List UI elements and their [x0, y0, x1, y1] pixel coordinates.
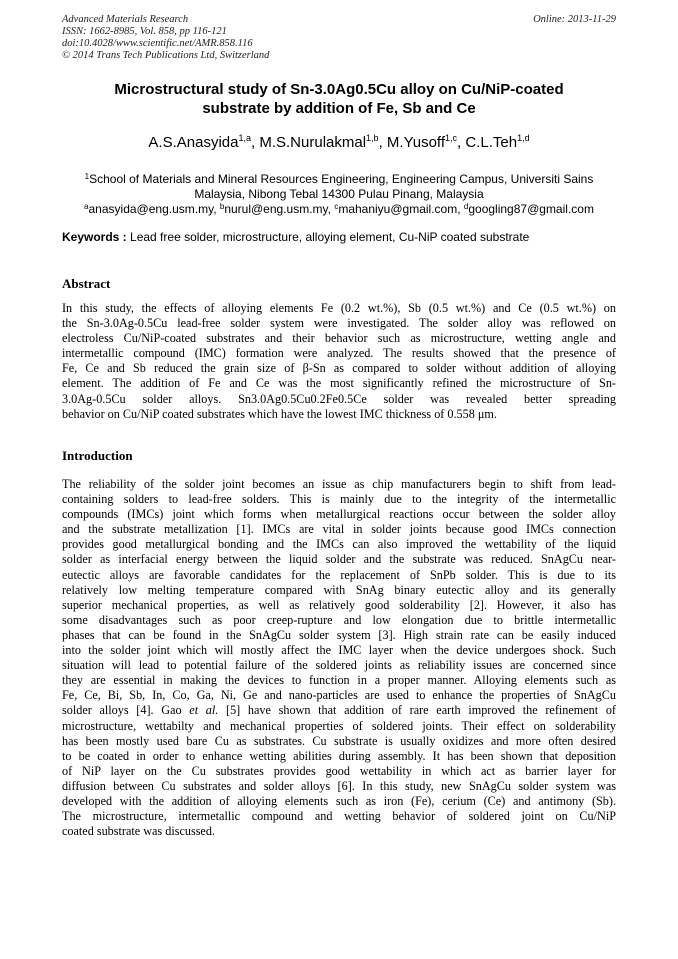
introduction-line: superior mechanical properties, as well as relatively good solderability [2]. However, it also has	[62, 597, 616, 612]
introduction-line: of NiP layer on the Cu substrates provides good wettability in which act as barrier layer for	[62, 763, 616, 778]
email-separator: ,	[213, 202, 220, 216]
introduction-line: microstructure, wettabilty and mechanical properties of soldered joints. Their effect on solderability	[62, 718, 616, 733]
introduction-line: coated substrate was discussed.	[62, 824, 215, 839]
affiliation-marker: 1	[84, 172, 90, 181]
affiliation-line-2: Malaysia, Nibong Tebal 14300 Pulau Pinang, Malaysia	[194, 187, 484, 201]
introduction-line: The reliability of the solder joint becomes an issue as chip manufacturers begin to shift from lead-	[62, 477, 616, 491]
title-line-2: substrate by addition of Fe, Sb and Ce	[202, 100, 476, 117]
abstract-line: behavior on Cu/NiP coated substrates which have the lowest IMC thickness of 0.558 μm.	[62, 406, 497, 421]
journal-name: Advanced Materials Research	[62, 14, 189, 25]
email-list	[62, 202, 616, 217]
paper-title	[62, 80, 616, 118]
introduction-line: some disadvantages such as poor creep-rupture and low elongation due to brittle intermetallic	[62, 612, 616, 627]
author-name: C.L.Teh	[465, 134, 518, 151]
introduction-line: Fe, Ce, Bi, Sb, In, Co, Ga, Ni, Ge and nano-particles are used to enhance the properties of SnAgCu	[62, 688, 616, 703]
issn: ISSN: 1662-8985, Vol. 858, pp 116-121	[62, 26, 227, 37]
email-marker: b	[219, 202, 225, 211]
introduction-line: eutectic alloys are favorable candidates for the replacement of SnPb solder. This is due to its	[62, 567, 616, 582]
abstract-line: 3.0Ag-0.5Cu solder alloys. Sn3.0Ag0.5Cu0.2Fe0.5Ce solder was revealed better spreading	[62, 391, 616, 406]
affiliation	[62, 172, 616, 217]
abstract-line: In this study, the effects of alloying elements Fe (0.2 wt.%), Sb (0.5 wt.%) and Ce (0.5 wt.%) on	[62, 301, 616, 315]
title-line-1: Microstructural study of Sn-3.0Ag0.5Cu alloy on Cu/NiP-coated	[114, 81, 564, 98]
italic-text: et al.	[189, 703, 219, 718]
keywords-label: Keywords :	[62, 230, 127, 244]
introduction-line: situation will lead to potential failure of the soldered joints as reliability issues are concerned since	[62, 658, 616, 673]
author-list	[62, 134, 616, 152]
introduction-line: solder as interfacial energy between the liquid solder and the substrate was reduced. SnAgCu near-	[62, 552, 616, 567]
introduction-line: and the substrate metallization [1]. IMCs are vital in solder joints because good IMCs connection	[62, 522, 616, 537]
doi: doi:10.4028/www.scientific.net/AMR.858.116	[62, 38, 253, 49]
introduction-body	[62, 477, 616, 839]
author-separator: ,	[378, 134, 387, 151]
email-marker: c	[334, 202, 339, 211]
email-address: googling87@gmail.com	[468, 202, 594, 216]
email-separator: ,	[327, 202, 335, 216]
author-affiliation-marker: 1,a	[238, 133, 251, 143]
introduction-line: phases that can be found in the SnAgCu solder system [3]. High strain rate can be easily induced	[62, 627, 616, 642]
author-name: M.Yusoff	[386, 134, 445, 151]
introduction-line: solder alloys [4]. Gao et al. [5] have shown that addition of rare earth improved the refinement of	[62, 703, 616, 718]
abstract-line: electroless Cu/NiP-coated substrates and their behavior such as microstructure, wetting angle and	[62, 331, 616, 346]
abstract-body	[62, 301, 616, 422]
introduction-line: into the solder joint which will mostly affect the IMC layer when the device undergoes shock. Such	[62, 643, 616, 658]
author-name: A.S.Anasyida	[148, 134, 239, 151]
abstract-heading: Abstract	[62, 276, 111, 291]
introduction-line: diffusion between Cu substrates and solder alloys [6]. In this study, new SnAgCu solder system was	[62, 778, 616, 793]
introduction-line: relatively low melting temperature compared with SnAg binary eutectic alloy and its generally	[62, 582, 616, 597]
abstract-line: the Sn-3.0Ag-0.5Cu lead-free solder system were investigated. The solder alloy was reflowed on	[62, 316, 616, 331]
keywords	[62, 230, 616, 245]
email-address: nurul@eng.usm.my	[224, 202, 328, 216]
affiliation-line-1	[62, 172, 616, 187]
introduction-line: provides good metallurgical bonding and the IMCs can also improved the wettability of the liquid	[62, 537, 616, 552]
author-affiliation-marker: 1,c	[445, 133, 458, 143]
introduction-line: developed with the addition of alloying elements such as iron (Fe), cerium (Ce) and antimony (Sb).	[62, 793, 616, 808]
author-separator: ,	[457, 134, 466, 151]
journal-header	[62, 14, 616, 62]
email-address: anasyida@eng.usm.my	[88, 202, 214, 216]
email-separator: ,	[457, 202, 464, 216]
email-address: mahaniyu@gmail.com	[338, 202, 458, 216]
author-separator: ,	[251, 134, 260, 151]
abstract-line: intermetallic compound (IMC) formation were analyzed. The results showed that the presence of	[62, 346, 616, 361]
introduction-heading: Introduction	[62, 448, 133, 463]
author-affiliation-marker: 1,b	[366, 133, 379, 143]
introduction-line: The microstructure, intermetallic compound and wetting behavior of soldered joint on Cu/NiP	[62, 809, 616, 824]
introduction-line: they are essential in making the devices to function in a proper manner. Alloying elements such as	[62, 673, 616, 688]
introduction-line: containing solders to lead-free solders. This is mainly due to the integrity of the intermetallic	[62, 492, 616, 507]
abstract-line: Fe, Ce and Sb reduced the grain size of β-Sn as compared to solder without addition of alloying	[62, 361, 616, 376]
online-date: Online: 2013-11-29	[533, 14, 616, 25]
abstract-line: element. The addition of Fe and Ce was the most significantly refined the microstructure of Sn-	[62, 376, 616, 391]
email-marker: d	[463, 202, 469, 211]
copyright: © 2014 Trans Tech Publications Ltd, Switzerland	[62, 50, 270, 61]
introduction-line: compounds (IMCs) joint which forms when metallurgical reactions occur between the solder alloy	[62, 507, 616, 522]
keywords-text: Lead free solder, microstructure, alloying element, Cu-NiP coated substrate	[130, 230, 530, 244]
author-affiliation-marker: 1,d	[517, 133, 530, 143]
affiliation-text-1: School of Materials and Mineral Resources Engineering, Engineering Campus, Universiti Sains	[89, 172, 594, 186]
email-marker: a	[84, 202, 89, 211]
introduction-line: to be coated in order to enhance wetting abilities during assembly. It has been shown that deposition	[62, 748, 616, 763]
author-name: M.S.Nurulakmal	[259, 134, 367, 151]
introduction-line: has been mostly used bare Cu as substrates. Cu substrate is usually oxidizes and more often desired	[62, 733, 616, 748]
